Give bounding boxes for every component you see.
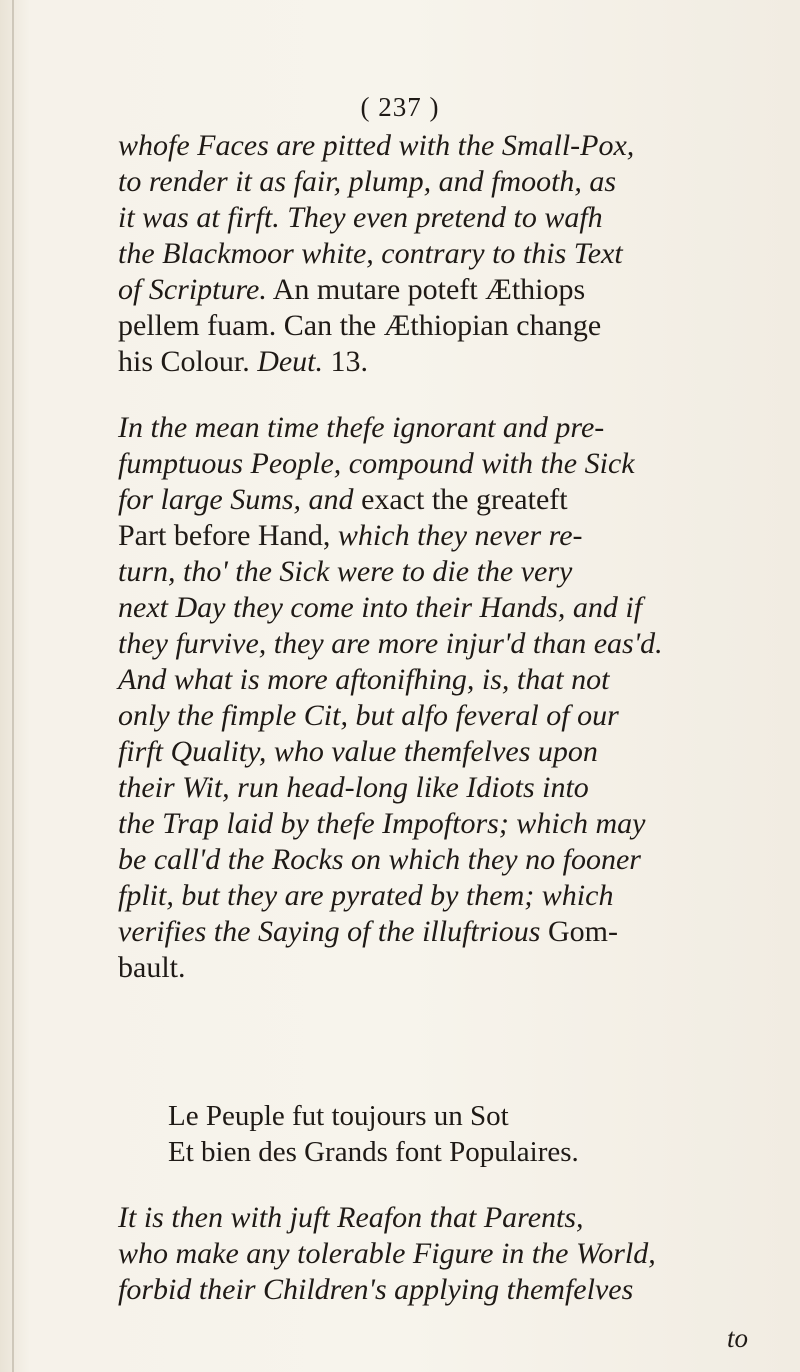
roman-run: Le Peuple fut toujours un Sot [168,1100,509,1132]
roman-run: 13. [323,345,369,378]
text-line [118,554,768,590]
roman-run: his Colour. [118,345,258,378]
italic-run: next Day they come into their Hands, and if [118,591,643,624]
text-line [118,272,768,308]
text-line [118,1236,768,1272]
roman-run: Et bien des Grands font Populaires. [168,1136,579,1168]
roman-run: An mutare poteft Æthiops [266,273,586,306]
italic-run: It is then with juft Reafon that Parents, [118,1201,584,1234]
text-line [118,842,768,878]
italic-run: their Wit, run head-long like Idiots into [118,771,589,804]
paragraph-small-pox [118,128,768,380]
italic-run: they furvive, they are more injur'd than eas'd. [118,627,663,660]
page-number: ( 237 ) [360,92,440,122]
text-line [118,344,768,380]
text-line [168,1098,800,1134]
verse-gombault [168,1098,800,1170]
italic-run: who make any tolerable Figure in the World, [118,1237,656,1270]
roman-run: Gom- [547,915,618,948]
text-line [118,590,768,626]
italic-run: only the fimple Cit, but alfo feveral of our [118,699,619,732]
italic-run: firft Quality, who value themfelves upon [118,735,598,768]
text-line [118,662,768,698]
text-line [118,1272,768,1308]
italic-run: In the mean time thefe ignorant and pre- [118,411,605,444]
text-line [118,734,768,770]
text-line [118,950,768,986]
binding-edge [12,0,14,1372]
italic-run: be call'd the Rocks on which they no fooner [118,843,641,876]
text-line [118,878,768,914]
italic-run: whofe Faces are pitted with the Small-Pox, [118,129,635,162]
text-line [118,482,768,518]
text-line [118,806,768,842]
text-line [118,200,768,236]
text-line [118,236,768,272]
paragraph-parents [118,1200,768,1308]
text-line [118,308,768,344]
italic-run: it was at firft. They even pretend to wafh [118,201,603,234]
text-line [118,1200,768,1236]
italic-run: forbid their Children's applying themfelves [118,1273,634,1306]
italic-run: of Scripture. [118,273,267,306]
italic-run: the Trap laid by thefe Impoftors; which may [118,807,646,840]
text-line [118,518,768,554]
italic-run: fumptuous People, compound with the Sick [118,447,635,480]
catchword: to [727,1323,749,1353]
text-line [118,446,768,482]
text-line [118,914,768,950]
text-line [118,698,768,734]
text-line [118,626,768,662]
text-line [118,410,768,446]
text-line [118,770,768,806]
text-line [168,1134,800,1170]
italic-run: turn, tho' the Sick were to die the very [118,555,573,588]
italic-run: verifies the Saying of the illuftrious [118,915,548,948]
roman-run: exact the greateft [361,483,568,516]
roman-run: bault. [118,951,186,984]
roman-run: Part before Hand, [118,519,338,552]
italic-run: which they never re- [337,519,583,552]
italic-run: for large Sums, and [118,483,362,516]
text-line [118,128,768,164]
italic-run: fplit, but they are pyrated by them; which [118,879,614,912]
italic-run: to render it as fair, plump, and fmooth, as [118,165,617,198]
italic-run: Deut. [257,345,324,378]
italic-run: the Blackmoor white, contrary to this Text [118,237,623,270]
text-line [118,164,768,200]
paragraph-impostors [118,410,768,986]
roman-run: pellem fuam. Can the Æthiopian change [118,309,602,342]
italic-run: And what is more aftonifhing, is, that not [118,663,610,696]
